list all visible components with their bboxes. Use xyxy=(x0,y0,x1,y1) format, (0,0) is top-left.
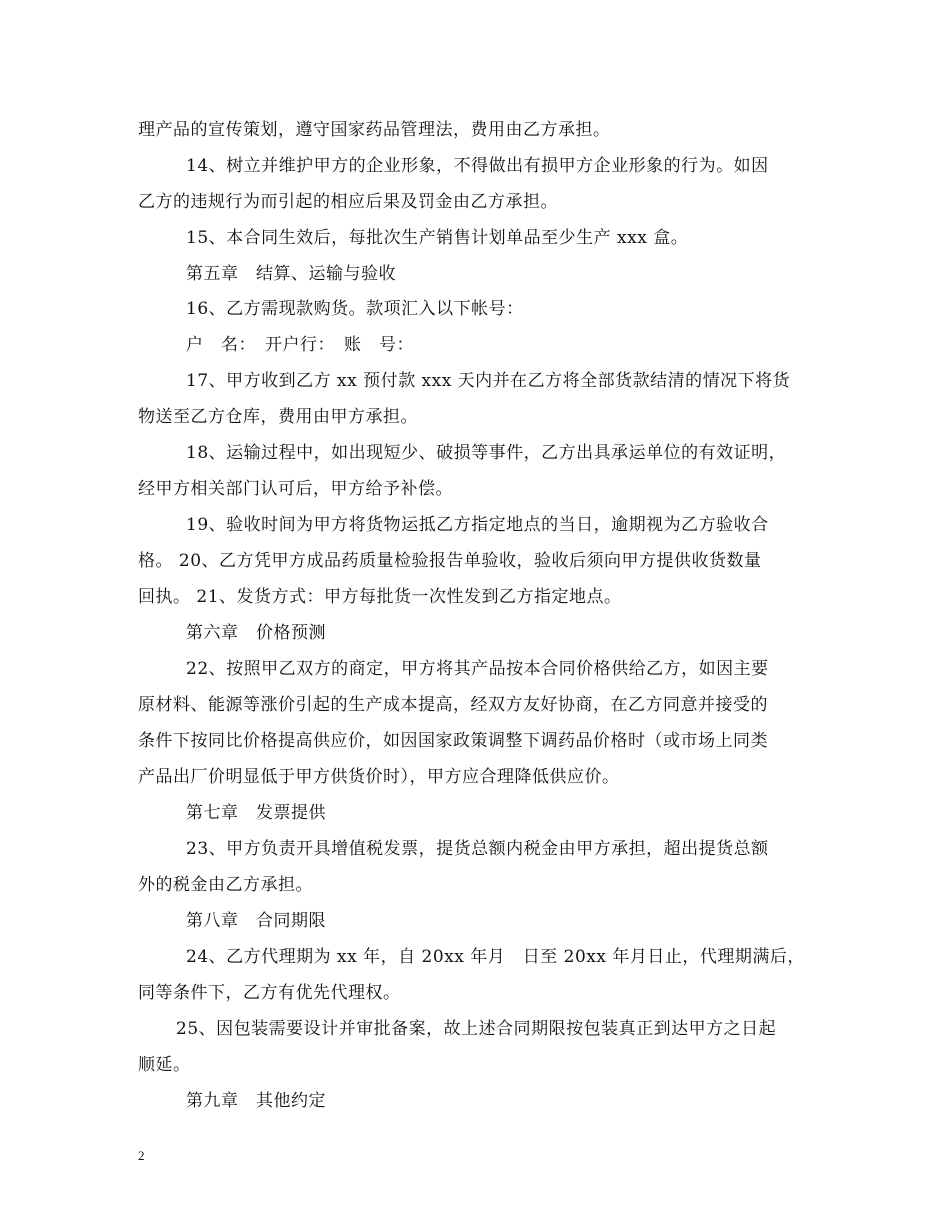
clause-24-line-2: 同等条件下，乙方有优先代理权。 xyxy=(138,983,401,1003)
clause-14-line-1: 14、树立并维护甲方的企业形象，不得做出有损甲方企业形象的行为。如因 xyxy=(186,156,769,176)
account-info-line: 户 名： 开户行： 账 号： xyxy=(186,335,414,355)
clause-20-21-line: 回执。 21、发货方式：甲方每批货一次性发到乙方指定地点。 xyxy=(138,587,622,607)
clause-22-line-4: 产品出厂价明显低于甲方供货价时），甲方应合理降低供应价。 xyxy=(138,767,620,787)
clause-16: 16、乙方需现款购货。款项汇入以下帐号： xyxy=(186,299,524,319)
chapter-6-heading: 第六章 价格预测 xyxy=(186,623,326,643)
clause-22-line-1: 22、按照甲乙双方的商定，甲方将其产品按本合同价格供给乙方，如因主要 xyxy=(186,659,769,679)
chapter-9-heading: 第九章 其他约定 xyxy=(186,1091,326,1111)
chapter-5-heading: 第五章 结算、运输与验收 xyxy=(186,264,396,284)
clause-23-line-1: 23、甲方负责开具增值税发票，提货总额内税金由甲方承担，超出提货总额 xyxy=(186,839,769,859)
clause-19-line-1: 19、验收时间为甲方将货物运抵乙方指定地点的当日，逾期视为乙方验收合 xyxy=(186,515,769,535)
chapter-7-heading: 第七章 发票提供 xyxy=(186,803,326,823)
clause-17-line-2: 物送至乙方仓库，费用由甲方承担。 xyxy=(138,407,418,427)
clause-25-line-1: 25、因包装需要设计并审批备案，故上述合同期限按包装真正到达甲方之日起 xyxy=(176,1019,777,1039)
clause-18-line-1: 18、运输过程中，如出现短少、破损等事件，乙方出具承运单位的有效证明， xyxy=(186,443,787,463)
page-number: 2 xyxy=(138,1148,145,1163)
clause-15: 15、本合同生效后，每批次生产销售计划单品至少生产 xxx 盒。 xyxy=(186,228,689,248)
clause-19-20-line: 格。 20、乙方凭甲方成品药质量检验报告单验收，验收后须向甲方提供收货数量 xyxy=(138,551,762,571)
clause-18-line-2: 经甲方相关部门认可后，甲方给予补偿。 xyxy=(138,479,453,499)
chapter-8-heading: 第八章 合同期限 xyxy=(186,911,326,931)
body-line: 理产品的宣传策划，遵守国家药品管理法，费用由乙方承担。 xyxy=(138,120,611,140)
clause-22-line-3: 条件下按同比价格提高供应价，如因国家政策调整下调药品价格时（或市场上同类 xyxy=(138,731,768,751)
clause-22-line-2: 原材料、能源等涨价引起的生产成本提高，经双方友好协商，在乙方同意并接受的 xyxy=(138,695,768,715)
clause-14-line-2: 乙方的违规行为而引起的相应后果及罚金由乙方承担。 xyxy=(138,192,558,212)
clause-23-line-2: 外的税金由乙方承担。 xyxy=(138,875,313,895)
clause-24-line-1: 24、乙方代理期为 xx 年，自 20xx 年月 日至 20xx 年月日止，代理期满后， xyxy=(186,947,805,967)
clause-17-line-1: 17、甲方收到乙方 xx 预付款 xxx 天内并在乙方将全部货款结清的情况下将货 xyxy=(186,371,791,391)
clause-25-line-2: 顺延。 xyxy=(138,1055,191,1075)
